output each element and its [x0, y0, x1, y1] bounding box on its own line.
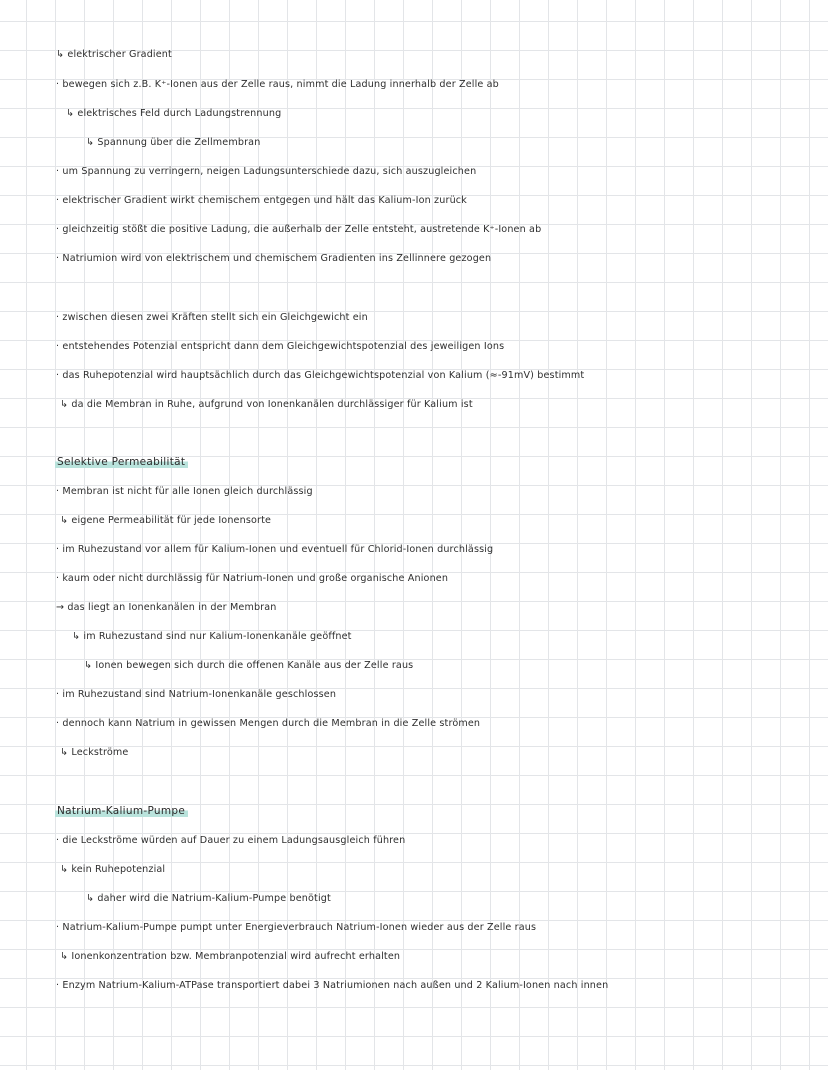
- note-line: ↳ Ionenkonzentration bzw. Membranpotenzial wird aufrecht erhalten: [60, 951, 401, 962]
- note-line: · gleichzeitig stößt die positive Ladung, die außerhalb der Zelle entsteht, austretende K⁺-Ionen ab: [56, 224, 542, 235]
- note-line: · das Ruhepotenzial wird hauptsächlich durch das Gleichgewichtspotenzial von Kalium (≈-91mV) bestimmt: [56, 370, 585, 381]
- note-line: · Enzym Natrium-Kalium-ATPase transportiert dabei 3 Natriumionen nach außen und 2 Kalium-Ionen nach innen: [56, 980, 609, 991]
- note-line: · entstehendes Potenzial entspricht dann dem Gleichgewichtspotenzial des jeweiligen Ions: [56, 341, 505, 352]
- note-line: · zwischen diesen zwei Kräften stellt sich ein Gleichgewicht ein: [56, 312, 368, 323]
- note-line: · Natrium-Kalium-Pumpe pumpt unter Energieverbrauch Natrium-Ionen wieder aus der Zelle raus: [56, 922, 537, 933]
- note-line: → das liegt an Ionenkanälen in der Membran: [56, 602, 277, 613]
- note-line: ↳ daher wird die Natrium-Kalium-Pumpe benötigt: [86, 893, 331, 904]
- note-line: ↳ kein Ruhepotenzial: [60, 864, 166, 875]
- note-line: ↳ Leckströme: [60, 747, 129, 758]
- note-line: · dennoch kann Natrium in gewissen Mengen durch die Membran in die Zelle strömen: [56, 718, 481, 729]
- section-heading-sodium-potassium-pump: Natrium-Kalium-Pumpe: [55, 804, 188, 818]
- note-line: · elektrischer Gradient wirkt chemischem entgegen und hält das Kalium-Ion zurück: [56, 195, 467, 206]
- note-line: · um Spannung zu verringern, neigen Ladungsunterschiede dazu, sich auszugleichen: [56, 166, 477, 177]
- note-line: · die Leckströme würden auf Dauer zu einem Ladungsausgleich führen: [56, 835, 406, 846]
- note-line: · im Ruhezustand sind Natrium-Ionenkanäle geschlossen: [56, 689, 337, 700]
- note-line: ↳ elektrisches Feld durch Ladungstrennung: [66, 108, 282, 119]
- note-line: · kaum oder nicht durchlässig für Natrium-Ionen und große organische Anionen: [56, 573, 449, 584]
- note-line: ↳ Ionen bewegen sich durch die offenen Kanäle aus der Zelle raus: [84, 660, 414, 671]
- note-line: · im Ruhezustand vor allem für Kalium-Ionen und eventuell für Chlorid-Ionen durchlässig: [56, 544, 494, 555]
- note-line: ↳ eigene Permeabilität für jede Ionensorte: [60, 515, 272, 526]
- note-line: ↳ im Ruhezustand sind nur Kalium-Ionenkanäle geöffnet: [72, 631, 352, 642]
- note-line: · bewegen sich z.B. K⁺-Ionen aus der Zelle raus, nimmt die Ladung innerhalb der Zelle ab: [56, 79, 499, 90]
- note-line: ↳ Spannung über die Zellmembran: [86, 137, 261, 148]
- note-line: · Natriumion wird von elektrischem und chemischem Gradienten ins Zellinnere gezogen: [56, 253, 492, 264]
- note-line: ↳ da die Membran in Ruhe, aufgrund von Ionenkanälen durchlässiger für Kalium ist: [60, 399, 473, 410]
- note-line: ↳ elektrischer Gradient: [56, 49, 172, 60]
- note-line: · Membran ist nicht für alle Ionen gleich durchlässig: [56, 486, 313, 497]
- section-heading-selective-permeability: Selektive Permeabilität: [55, 455, 188, 469]
